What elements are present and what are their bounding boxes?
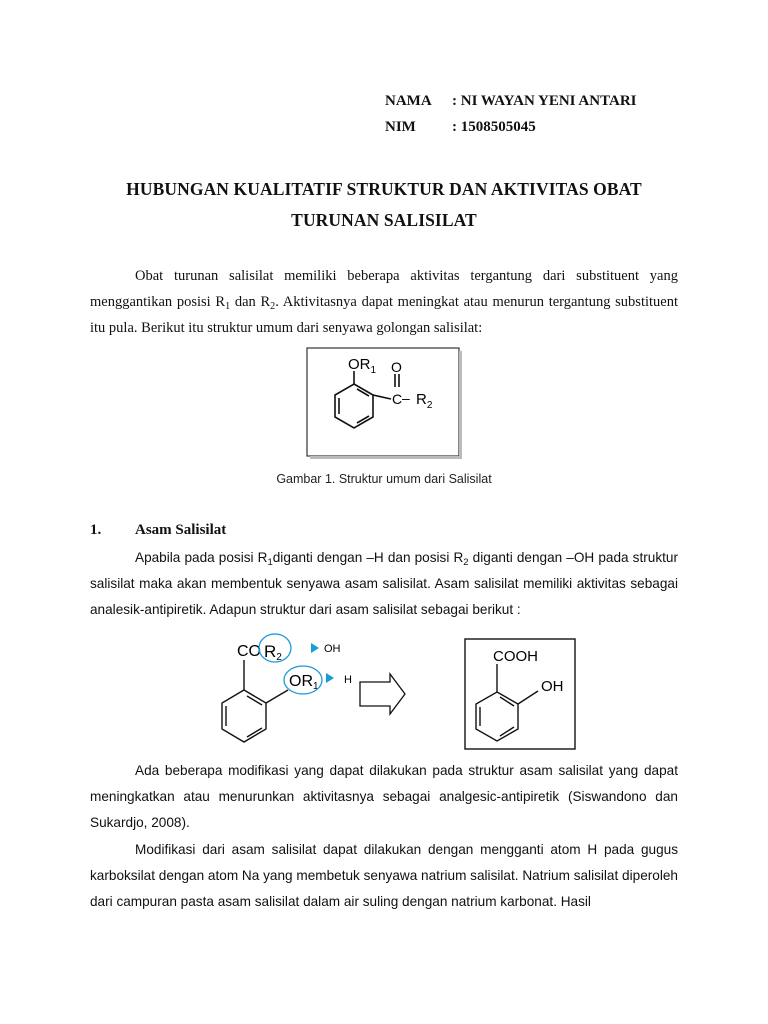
fig1-c-label: C (392, 391, 403, 407)
fig1-dash: – (402, 390, 410, 406)
fig1-o-label: O (391, 359, 402, 375)
fig2-h-target: H (344, 674, 352, 686)
section1-paragraph: Apabila pada posisi $R_1diganti$ dengan –H dan posisi $R_2$ diganti dengan –OH pada struktur salisilat maka akan membentuk senyawa asam salisilat. Asam salisilat memiliki aktivitas sebagai analesik-antipiretik. Adapun struktur dari asam salisilat sebagai berikut : (90, 550, 678, 617)
modification-paragraph: Ada beberapa modifikasi yang dapat dilakukan pada struktur asam salisilat yang dapat meningkatkan atau menurunkan aktivitasnya sebagai analgesic-antipiretik (Siswandono dan Sukardjo, 2008). (90, 763, 678, 830)
name-label: NAMA (385, 93, 432, 109)
salicylate-general-structure-figure (306, 347, 462, 459)
figure1-caption: Gambar 1. Struktur umum dari Salisilat (276, 472, 492, 486)
fig1-r2-label: $R_2$ (416, 391, 433, 411)
document-title-line2: TURUNAN SALISILAT (291, 210, 477, 230)
fig2-r2-label: R2 (264, 642, 282, 663)
fig2-or1-label: OR1 (289, 673, 319, 692)
fig1-or1-label: $OR_1$ (348, 356, 377, 376)
sodium-salicylate-paragraph: Modifikasi dari asam salisilat dapat dilakukan dengan mengganti atom H pada gugus karboksilat dengan atom Na yang membetuk senyawa natrium salisilat. Natrium salisilat diperoleh dari campuran pasta asam salisilat dalam air suling dengan natrium karbonat. Hasil (90, 842, 678, 909)
document-title-line1: HUBUNGAN KUALITATIF STRUKTUR DAN AKTIVITAS OBAT (126, 179, 642, 199)
fig2-oh-label: OH (541, 678, 564, 695)
fig2-cooh-label: COOH (493, 648, 538, 665)
fig2-oh-target: OH (324, 643, 341, 655)
fig2-co-label: CO (237, 643, 261, 660)
nim-value: : 1508505045 (452, 119, 536, 135)
section-heading: Asam Salisilat (135, 522, 227, 538)
name-value: : NI WAYAN YENI ANTARI (452, 93, 637, 109)
nim-label: NIM (385, 119, 416, 135)
section-number: 1. (90, 522, 102, 538)
salicylic-acid-reaction-figure (200, 626, 590, 756)
intro-paragraph: Obat turunan salisilat memiliki beberapa aktivitas tergantung dari substituent yang menggantikan posisi $R_1$ dan $R_2$. Aktivitasnya dapat meningkat atau menurun tergantung substituent itu pula. Berikut itu struktur umum dari senyawa golongan salisilat: (90, 268, 678, 336)
